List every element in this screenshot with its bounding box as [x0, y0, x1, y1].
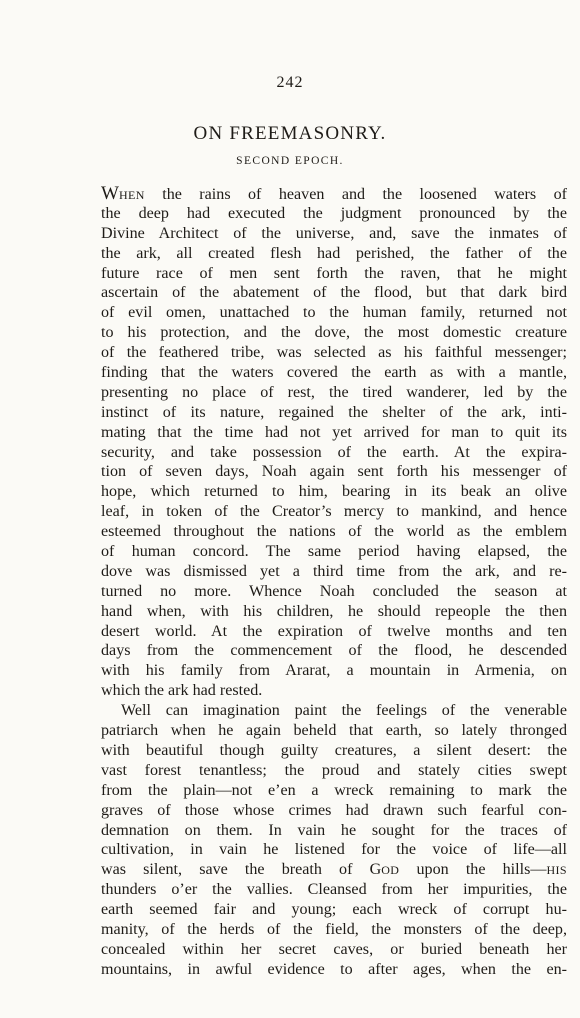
text-line: [101, 502, 567, 522]
text-line: [101, 701, 567, 721]
text-line: [101, 801, 567, 821]
text-run: to his protection, and the dove, the most domestic creature: [101, 324, 567, 342]
text-run: future race of men sent forth the raven, that he might: [101, 264, 567, 282]
text-run: hand when, with his children, he should repeople the then: [101, 602, 567, 620]
text-run: hope, which returned to him, bearing in its beak an olive: [101, 483, 567, 501]
text-run: concealed within her secret caves, or buried beneath her: [101, 940, 567, 958]
paragraph: [101, 184, 567, 701]
text-run: OD: [381, 863, 400, 878]
text-run: was silent, save the breath of: [101, 861, 370, 879]
text-line: [101, 542, 567, 562]
text-line: [101, 622, 567, 642]
text-line: [101, 462, 567, 482]
text-line: [101, 562, 567, 582]
text-line: [101, 283, 567, 303]
text-line: [101, 602, 567, 622]
text-run: turned no more. Whence Noah concluded the season at: [101, 582, 567, 600]
text-run: thunders o’er the vallies. Cleansed from her impurities, the: [101, 881, 567, 899]
text-run: ascertain of the abatement of the flood, but that dark bird: [101, 284, 567, 302]
text-line: [101, 224, 567, 244]
text-line: [101, 343, 567, 363]
text-run: HEN: [118, 188, 145, 202]
text-run: patriarch when he again beheld that earth, so lately thronged: [101, 722, 567, 740]
text-run: earth seemed fair and young; each wreck of corrupt hu-: [101, 901, 567, 919]
text-run: security, and take possession of the earth. At the expira-: [101, 443, 567, 461]
text-line: [101, 940, 567, 960]
text-line: [101, 443, 567, 463]
text-line: [101, 184, 567, 204]
text-line: [101, 761, 567, 781]
text-run: cultivation, in vain he listened for the voice of life—all: [101, 841, 567, 859]
page-subtitle: SECOND EPOCH.: [236, 155, 344, 167]
text-line: [101, 741, 567, 761]
text-line: [101, 383, 567, 403]
text-line: [101, 900, 567, 920]
text-run: dove was dismissed yet a third time from the ark, and re-: [101, 562, 567, 580]
text-run: desert world. At the expiration of twelve months and ten: [101, 622, 567, 640]
text-run: the rains of heaven and the loosened waters of: [144, 186, 567, 203]
text-run: of human concord. The same period having elapsed, the: [101, 543, 567, 561]
text-line: [101, 661, 567, 681]
text-run: vast forest tenantless; the proud and stately cities swept: [101, 761, 567, 779]
page-number: 242: [276, 74, 304, 91]
text-run: Divine Architect of the universe, and, save the inmates of: [101, 224, 567, 242]
text-run: with his family from Ararat, a mountain in Armenia, on: [101, 662, 567, 680]
text-run: the deep had executed the judgment pronounced by the: [101, 204, 567, 222]
text-run: instinct of its nature, regained the shelter of the ark, inti-: [101, 403, 567, 421]
text-line: [101, 582, 567, 602]
text-run: of the feathered tribe, was selected as his faithful messenger;: [101, 344, 567, 362]
text-run: with beautiful though guilty creatures, a silent desert: the: [101, 741, 567, 759]
text-line: [101, 323, 567, 343]
text-line: [101, 721, 567, 741]
text-line: [101, 482, 567, 502]
text-run: manity, of the herds of the field, the monsters of the deep,: [101, 920, 567, 938]
text-line: [101, 681, 567, 701]
text-run: Well can imagination paint the feelings of the venerable: [121, 702, 567, 720]
text-line: [101, 264, 567, 284]
text-line: [101, 920, 567, 940]
text-line: [101, 821, 567, 841]
text-run: HIS: [546, 863, 567, 878]
text-line: [101, 641, 567, 661]
text-line: [101, 840, 567, 860]
text-run: esteemed throughout the nations of the world as the emblem: [101, 523, 567, 541]
text-line: [101, 522, 567, 542]
text-run: W: [101, 184, 119, 204]
text-run: mountains, in awful evidence to after ages, when the en-: [101, 960, 567, 978]
text-run: the ark, all created flesh had perished, the father of the: [101, 244, 567, 262]
text-run: demnation on them. In vain he sought for the traces of: [101, 821, 567, 839]
text-line: [101, 403, 567, 423]
text-run: of evil omen, unattached to the human family, returned not: [101, 304, 567, 322]
paragraph: [101, 701, 567, 979]
text-line: [101, 303, 567, 323]
body-text: [101, 184, 567, 980]
text-line: [101, 423, 567, 443]
text-run: days from the commencement of the flood, he descended: [101, 642, 567, 660]
text-line: [101, 880, 567, 900]
text-run: leaf, in token of the Creator’s mercy to mankind, and hence: [101, 503, 567, 521]
text-run: upon the hills—: [399, 861, 547, 879]
text-run: which the ark had rested.: [101, 682, 263, 700]
text-run: graves of those whose crimes had drawn such fearful con-: [101, 801, 567, 819]
text-line: [101, 363, 567, 383]
page-title: ON FREEMASONRY.: [193, 123, 387, 144]
text-line: [101, 860, 567, 880]
text-run: G: [369, 861, 382, 879]
text-line: [101, 204, 567, 224]
text-line: [101, 244, 567, 264]
text-run: finding that the waters covered the earth as with a mantle,: [101, 364, 567, 382]
text-run: mating that the time had not yet arrived for man to quit its: [101, 423, 567, 441]
text-run: presenting no place of rest, the tired wanderer, led by the: [101, 383, 567, 401]
text-line: [101, 960, 567, 980]
text-line: [101, 781, 567, 801]
text-run: tion of seven days, Noah again sent forth his messenger of: [101, 463, 567, 481]
text-run: from the plain—not e’en a wreck remaining to mark the: [101, 781, 567, 799]
